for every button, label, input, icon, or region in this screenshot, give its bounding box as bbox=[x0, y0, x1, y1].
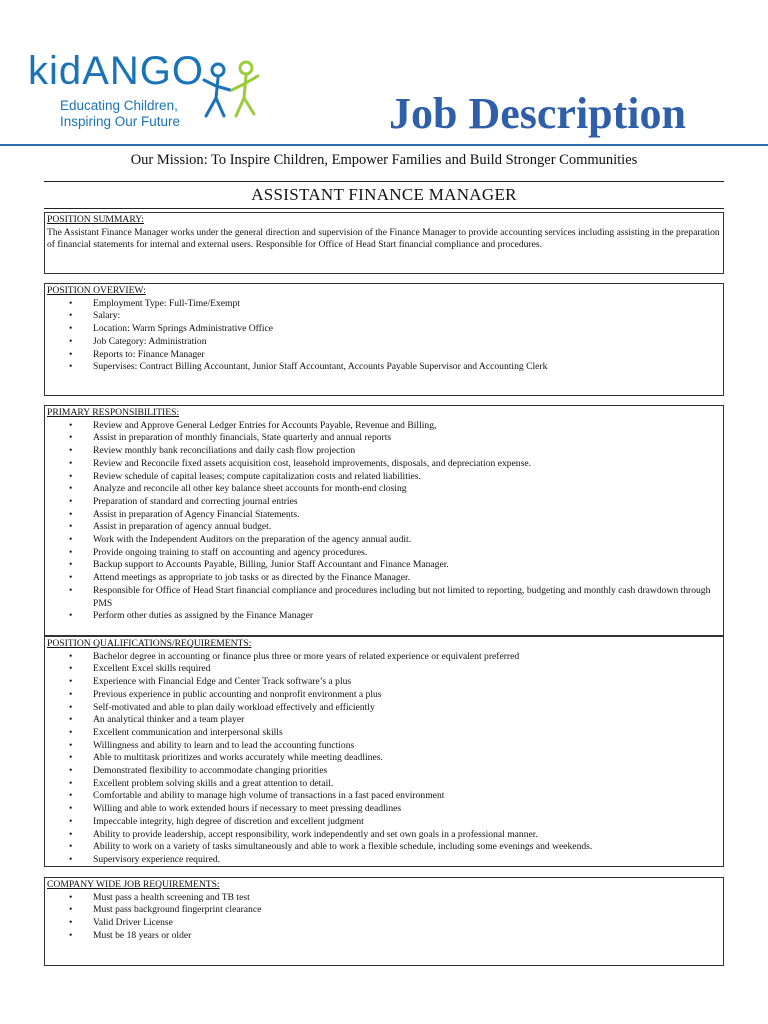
primary-responsibilities-section bbox=[44, 405, 724, 636]
list-item: • Supervises: Contract Billing Accountant, Junior Staff Accountant, Accounts Payable Supervisor and Accounting Clerk bbox=[47, 361, 721, 374]
list-item: • Assist in preparation of agency annual budget. bbox=[47, 521, 721, 534]
list-item: • Willingness and ability to learn and to lead the accounting functions bbox=[47, 740, 721, 753]
list-item: • Must pass background fingerprint clearance bbox=[47, 904, 721, 917]
kidango-logo bbox=[28, 48, 258, 138]
list-item: • Previous experience in public accounting and nonprofit environment a plus bbox=[47, 689, 721, 702]
list-item: • Demonstrated flexibility to accommodate changing priorities bbox=[47, 765, 721, 778]
list-item: • Must pass a health screening and TB test bbox=[47, 892, 721, 905]
list-item: • Assist in preparation of Agency Financial Statements. bbox=[47, 509, 721, 522]
qualifications-section bbox=[44, 636, 724, 867]
list-item: • Responsible for Office of Head Start financial compliance and procedures including but not limited to reporting, budgeting and monthly cash drawdown through PMS bbox=[47, 585, 721, 610]
list-item: • Impeccable integrity, high degree of discretion and excellent judgment bbox=[47, 816, 721, 829]
list-item: • Assist in preparation of monthly financials, State quarterly and annual reports bbox=[47, 432, 721, 445]
section-heading: POSITION SUMMARY: bbox=[47, 214, 144, 225]
document-title: Job Description bbox=[389, 89, 686, 138]
logo-tagline-line-1: Educating Children, bbox=[60, 98, 178, 113]
section-heading: POSITION QUALIFICATIONS/REQUIREMENTS: bbox=[47, 638, 252, 649]
list-item: • Excellent Excel skills required bbox=[47, 663, 721, 676]
list-item: • Work with the Independent Auditors on the preparation of the agency annual audit. bbox=[47, 534, 721, 547]
list-item: • Self-motivated and able to plan daily workload effectively and efficiently bbox=[47, 702, 721, 715]
list-item: • Employment Type: Full-Time/Exempt bbox=[47, 298, 721, 311]
list-item: • Review and Approve General Ledger Entries for Accounts Payable, Revenue and Billing, bbox=[47, 420, 721, 433]
list-item: • Ability to work on a variety of tasks simultaneously and able to work a flexible schedule, including some evenings and weekends. bbox=[47, 841, 721, 854]
list-item: • Review and Reconcile fixed assets acquisition cost, leasehold improvements, disposals, and depreciation expense. bbox=[47, 458, 721, 471]
list-item: • Supervisory experience required. bbox=[47, 854, 721, 867]
children-figures-icon bbox=[196, 58, 268, 130]
overview-list bbox=[47, 298, 721, 374]
responsibilities-list bbox=[47, 420, 721, 623]
divider bbox=[44, 181, 724, 182]
list-item: • Provide ongoing training to staff on accounting and agency procedures. bbox=[47, 547, 721, 560]
list-item: • Excellent communication and interpersonal skills bbox=[47, 727, 721, 740]
list-item: • Bachelor degree in accounting or finance plus three or more years of related experience or equivalent preferred bbox=[47, 651, 721, 664]
job-title: ASSISTANT FINANCE MANAGER bbox=[251, 185, 517, 204]
list-item: • Location: Warm Springs Administrative Office bbox=[47, 323, 721, 336]
mission-statement: Our Mission: To Inspire Children, Empower Families and Build Stronger Communities bbox=[130, 152, 638, 168]
list-item: • Reports to: Finance Manager bbox=[47, 349, 721, 362]
list-item: • Comfortable and ability to manage high volume of transactions in a fast paced environment bbox=[47, 790, 721, 803]
list-item: • Willing and able to work extended hours if necessary to meet pressing deadlines bbox=[47, 803, 721, 816]
company-requirements-section bbox=[44, 877, 724, 966]
section-heading: COMPANY WIDE JOB REQUIREMENTS: bbox=[47, 879, 220, 890]
list-item: • Able to multitask prioritizes and works accurately while meeting deadlines. bbox=[47, 752, 721, 765]
list-item: • Valid Driver License bbox=[47, 917, 721, 930]
logo-tagline-line-2: Inspiring Our Future bbox=[60, 114, 181, 129]
list-item: • Attend meetings as appropriate to job tasks or as directed by the Finance Manager. bbox=[47, 572, 721, 585]
qualifications-list bbox=[47, 651, 721, 867]
list-item: • Salary: bbox=[47, 310, 721, 323]
section-heading: POSITION OVERVIEW: bbox=[47, 285, 146, 296]
list-item: • Review monthly bank reconciliations and daily cash flow projection bbox=[47, 445, 721, 458]
list-item: • Ability to provide leadership, accept responsibility, work independently and set own goals in a professional manner. bbox=[47, 829, 721, 842]
list-item: • Preparation of standard and correcting journal entries bbox=[47, 496, 721, 509]
list-item: • Backup support to Accounts Payable, Billing, Junior Staff Accountant and Finance Manager. bbox=[47, 559, 721, 572]
list-item: • Excellent problem solving skills and a great attention to detail. bbox=[47, 778, 721, 791]
logo-tagline bbox=[60, 98, 180, 130]
company-requirements-list bbox=[47, 892, 721, 943]
list-item: • Perform other duties as assigned by the Finance Manager bbox=[47, 610, 721, 623]
logo-wordmark: kidANGO bbox=[28, 49, 204, 93]
list-item: • Experience with Financial Edge and Center Track software’s a plus bbox=[47, 676, 721, 689]
list-item: • Analyze and reconcile all other key balance sheet accounts for month-end closing bbox=[47, 483, 721, 496]
position-overview-section bbox=[44, 283, 724, 396]
section-text: The Assistant Finance Manager works under the general direction and supervision of the Finance Manager to provide accounting services including assisting in the preparation of financial statements for internal and external users. Responsible for Office of Head Start financial compliance and procedures. bbox=[47, 226, 720, 251]
list-item: • An analytical thinker and a team player bbox=[47, 714, 721, 727]
list-item: • Review schedule of capital leases; compute capitalization costs and related liabilities. bbox=[47, 471, 721, 484]
list-item: • Job Category: Administration bbox=[47, 336, 721, 349]
divider bbox=[44, 208, 724, 209]
header-divider bbox=[0, 144, 768, 146]
page-header bbox=[0, 0, 768, 148]
list-item: • Must be 18 years or older bbox=[47, 930, 721, 943]
position-summary-section bbox=[44, 212, 724, 274]
section-heading: PRIMARY RESPONSIBILITIES: bbox=[47, 407, 180, 418]
